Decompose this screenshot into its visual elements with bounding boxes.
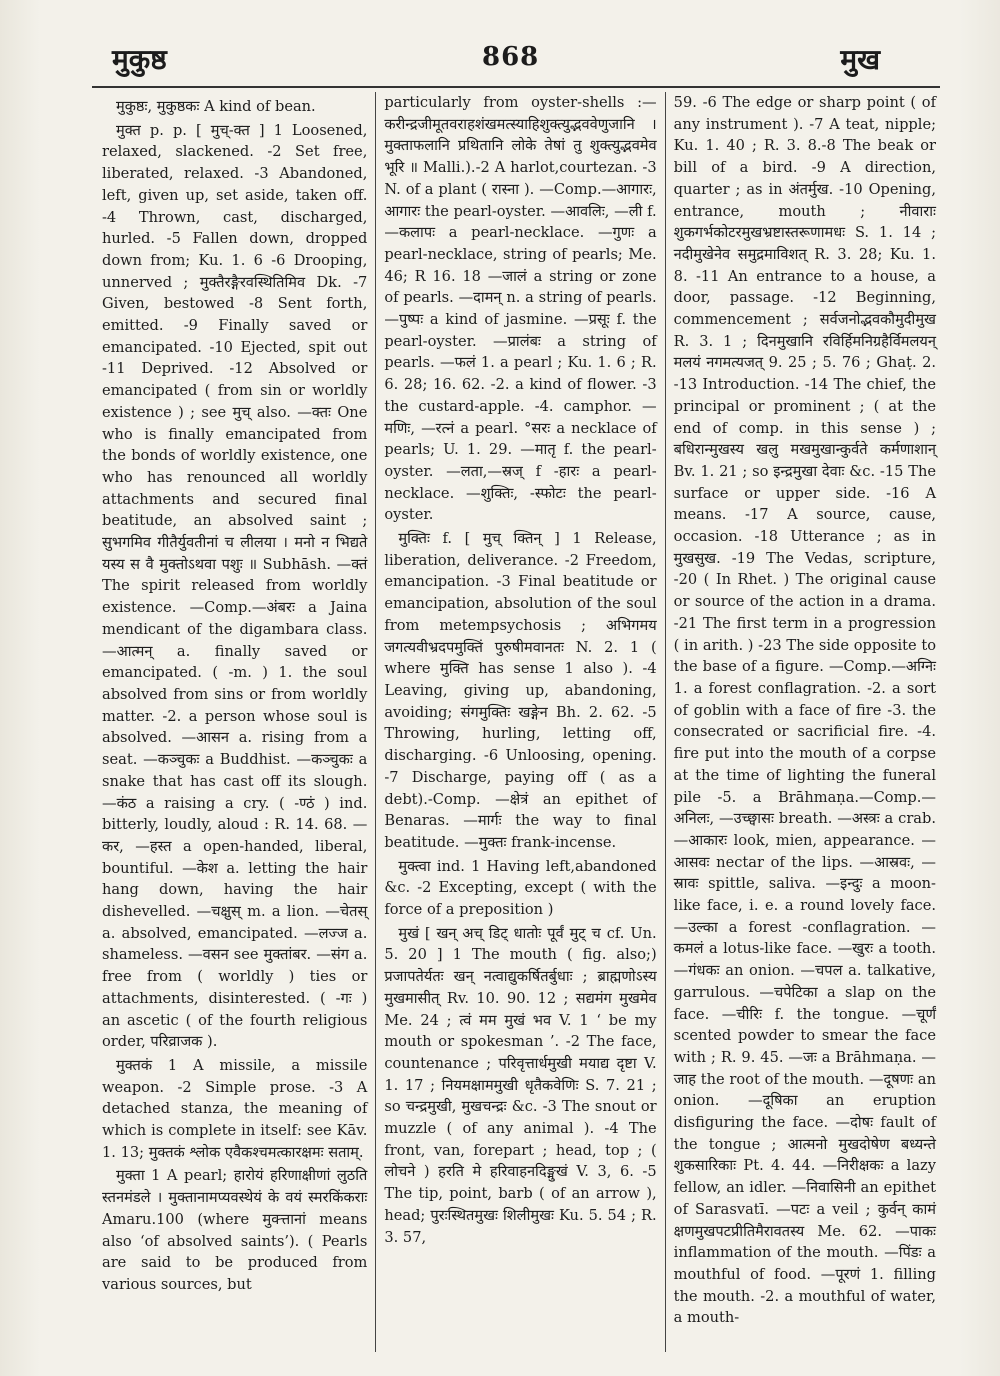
entry-mukta-pearl: मुक्ता 1 A pearl; हारोयं हरिणाक्षीणां लुठति स्तनमंडले । मुक्तानामप्यवस्थेयं के वयं स्मरकिंकराः Amaru.100 (where मुक्त्तानां means also ‘of absolved saints’). ( Pearls are said to be produced from various sources, but bbox=[102, 1167, 368, 1293]
left-guide-word: मुकुष्ठ bbox=[112, 43, 167, 76]
entry-mukta-continued: particularly from oyster-shells :— करीन्द्रजीमूतवराहशंखमत्स्याहिशुक्त्युद्भववेणुजानि । मुक्ताफलानि प्रथितानि लोके तेषां तु शुक्त्युद्भवमेव भूरि ॥ Malli.).-2 A harlot,courtezan. -3 N. of a plant ( रास्ना ). —Comp.—आगारः, आगारः the pearl-oyster. —आवलिः, —ली f. —कलापः a pearl-necklace. —गुणः a pearl-necklace, string of pearls; Me. 46; R 16. 18 —जालं a string or zone of pearls. —दामन् n. a string of pearls. —पुष्पः a kind of jasmine. —प्रसूः f. the pearl-oyster. —प्रालंबः a string of pearls. —फलं 1. a pearl ; Ku. 1. 6 ; R. 6. 28; 16. 62. -2. a kind of flower. -3 the custard-apple. -4. camphor. —मणिः, —रत्नं a pearl. °सरः a necklace of pearls; U. 1. 29. —मातृ f. the pearl-oyster. —लता,—स्रज् f -हारः a pearl-necklace. —शुक्तिः, -स्फोटः the pearl-oyster. bbox=[384, 94, 657, 524]
page-number: 868 bbox=[482, 42, 540, 72]
entry-mukta: मुक्त p. p. [ मुच्-क्त ] 1 Loosened, relaxed, slackened. -2 Set free, liberated, relaxed. -3 Abandoned, left, given up, set aside, taken off. -4 Thrown, cast, discharged, hurled. -5 Fallen down, dropped down from; Ku. 1. 6 -6 Drooping, unnerved ; मुक्तैरङ्गैरवस्थितिमिव Dk. -7 Given, bestowed -8 Sent forth, emitted. -9 Finally saved or emancipated. -10 Ejected, spit out -11 Deprived. -12 Absolved or emancipated ( from sin or worldly existence ) ; see मुच् also. —क्तः One who is finally emancipated from the bonds of worldly existence, one who has renounced all worldly attachments and secured final beatitude, an absolved saint ; सुभगमिव गीतैर्युवतीनां च लीलया । मनो न भिद्यते यस्य स वै मुक्तोऽथवा पशुः ॥ Subhāsh. —क्तं The spirit released from worldly existence. —Comp.—अंबरः a Jaina mendicant of the digambara class. —आत्मन् a. finally saved or emancipated. ( -m. ) 1. the soul absolved from sins or from worldly matter. -2. a person whose soul is absolved. —आसन a. rising from a seat. —कञ्चुकः a Buddhist. —कञ्चुकः a snake that has cast off its slough. —कंठ a raising a cry. ( -ण्ठं ) ind. bitterly, loudly, aloud : R. 14. 68. —कर, —हस्त a open-handed, liberal, bountiful. —केश a. letting the hair hang down, having the hair dishevelled. —चक्षुस् m. a lion. —चेतस् a. absolved, emancipated. —लज्ज a. shameless. —वसन see मुक्तांबर. —संग a. free from ( worldly ) ties or attachments, disinterested. ( -गः ) an ascetic ( of the fourth religious order, परिव्राजक ). bbox=[102, 121, 368, 1051]
entry-muktaka: मुक्तकं 1 A missile, a missile weapon. -2 Simple prose. -3 A detached stanza, the meaning of which is complete in itself: see Kāv. 1. 13; मुक्तकं श्लोक एवैकश्चमत्कारक्षमः सताम्. bbox=[102, 1056, 368, 1161]
page-header bbox=[92, 28, 940, 88]
column-left bbox=[92, 92, 375, 1352]
entry-mukha-continued: 59. -6 The edge or sharp point ( of any instrument ). -7 A teat, nipple; Ku. 1. 40 ; R. 3. 8.-8 The beak or bill of a bird. -9 A direction, quarter ; as in अंतर्मुख. -10 Opening, entrance, mouth ; नीवाराः शुकगर्भकोटरमुखभ्रष्टास्तरूणामधः S. 1. 14 ; नदीमुखेनेव समुद्रमाविशत् R. 3. 28; Ku. 1. 8. -11 An entrance to a house, a door, passage. -12 Beginning, commencement ; सर्वजनोद्भवकौमुदीमुख R. 3. 1 ; दिनमुखानि रविर्हिमनिग्रहैर्विमलयन् मलयं नगमत्यजत् 9. 25 ; 5. 76 ; Ghaṭ. 2. -13 Introduction. -14 The chief, the principal or prominent ; ( at the end of comp. in this sense ) ; बधिरान्मुखस्य खलु मखमुखान्कुर्वते कर्मणाशान् Bv. 1. 21 ; so इन्द्रमुखा देवाः &c. -15 The surface or upper side. -16 A means. -17 A source, cause, occasion. -18 Utterance ; as in मुखसुख. -19 The Vedas, scripture, -20 ( In Rhet. ) The original cause or source of the action in a drama. -21 The first term in a progression ( in arith. ) -23 The side opposite to the base of a figure. —Comp.—अग्निः 1. a forest conflagration. -2. a sort of goblin with a face of fire -3. the consecrated or sacrificial fire. -4. fire put into the mouth of a corpse at the time of lighting the funeral pile -5. a Brāhmaṇa.—Comp.—अनिलः, —उच्छ्वासः breath. —अस्त्रः a crab. —आकारः look, mien, appearance. —आसवः nectar of the lips. —आस्रवः, —स्रावः spittle, saliva. —इन्दुः a moon-like face, i. e. a round lovely face. —उल्का a forest -conflagration. —कमलं a lotus-like face. —खुरः a tooth. —गंधकः an onion. —चपल a. talkative, garrulous. —चपेटिका a slap on the face. —चीरिः f. the tongue. —चूर्णं scented powder to smear the face with ; R. 9. 45. —जः a Brāhmaṇa. —जाह the root of the mouth. —दूषणः an onion. —दूषिका an eruption disfiguring the face. —दोषः fault of the tongue ; आत्मनो मुखदोषेण बध्यन्ते शुकसारिकाः Pt. 4. 44. —निरीक्षकः a lazy fellow, an idler. —निवासिनी an epithet of Sarasvatī. —पटः a veil ; कुर्वन् कामं क्षणमुखपटप्रीतिमैरावतस्य Me. 62. —पाकः inflammation of the mouth. —पिंडः a mouthful of food. —पूरणं 1. filling the mouth. -2. a mouthful of water, a mouth- bbox=[673, 94, 936, 1327]
column-right bbox=[665, 92, 940, 1352]
entry-mukushtha: मुकुष्ठः, मुकुष्ठकः A kind of bean. bbox=[116, 98, 316, 115]
column-middle bbox=[375, 92, 664, 1352]
right-guide-word: मुख bbox=[840, 43, 880, 76]
entry-muktva: मुक्त्वा ind. 1 Having left,abandoned &c. -2 Excepting, except ( with the force of a preposition ) bbox=[384, 857, 657, 919]
entry-mukha: मुखं [ खन् अच् डिट् धातोः पूर्वं मुट् च cf. Un. 5. 20 ] 1 The mouth ( fig. also;) प्रजापतेर्यतः खन् नत्वाद्युकर्षितर्बुधाः ; ब्राह्मणोऽस्य मुखमासीत् Rv. 10. 90. 12 ; सद्यमंग मुखमेव Me. 24 ; त्वं मम मुखं भव V. 1 ‘ be my mouth or spokesman ’. -2 The face, countenance ; परिवृत्तार्धमुखी मयाद्य दृष्टा V. 1. 17 ; नियमक्षाममुखी धृतैकवेणिः S. 7. 21 ; so चन्द्रमुखी, मुखचन्द्रः &c. -3 The snout or muzzle ( of any animal ). -4 The front, van, forepart ; head, top ; ( लोचने ) हरति मे हरिवाहनदिङ्मुखं V. 3, 6. -5 The tip, point, barb ( of an arrow ), head; पुरःस्थितमुखः शिलीमुखः Ku. 5. 54 ; R. 3. 57, bbox=[384, 924, 657, 1246]
text-columns bbox=[92, 92, 940, 1352]
entry-mukti: मुक्तिः f. [ मुच् क्तिन् ] 1 Release, liberation, deliverance. -2 Freedom, emancipation. -3 Final beatitude or emancipation, absolution of the soul from metempsychosis ; अभिगमय जगत्यवीभ्रदपमुक्तिं पुरुषीमवानतः N. 2. 1 ( where मुक्ति has sense 1 also ). -4 Leaving, giving up, abandoning, avoiding; संगमुक्तिः खङ्गेन Bh. 2. 62. -5 Throwing, hurling, letting off, discharging. -6 Unloosing, opening. -7 Discharge, paying off ( as a debt).-Comp. —क्षेत्रं an epithet of Benaras. —मार्गः the way to final beatitude. —मुक्तः frank-incense. bbox=[384, 530, 657, 851]
